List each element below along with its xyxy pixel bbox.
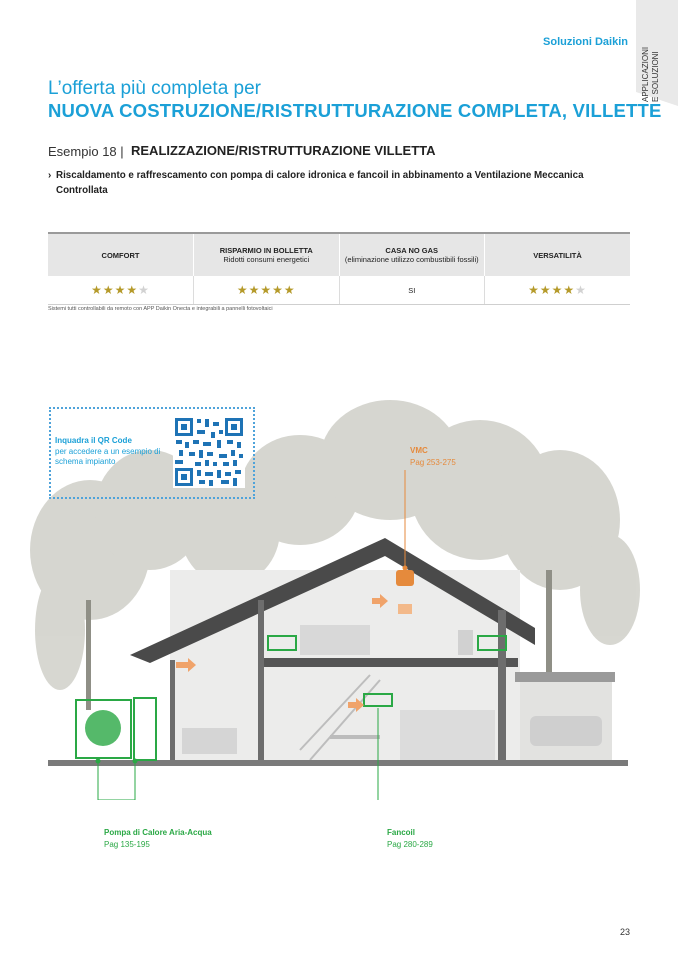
qr-description: per accedere a un esempio di schema impianto xyxy=(55,447,161,466)
criteria-title: CASA NO GAS xyxy=(385,246,439,255)
star-filled-icon: ★ xyxy=(528,283,540,297)
criteria-rating-row xyxy=(48,276,630,305)
star-filled-icon: ★ xyxy=(114,283,127,297)
star-empty-icon: ★ xyxy=(138,283,150,297)
star-filled-icon: ★ xyxy=(248,283,261,297)
criteria-title: VERSATILITÀ xyxy=(533,250,582,260)
callout-vmc-page: Pag 253-275 xyxy=(410,458,456,467)
star-filled-icon: ★ xyxy=(102,283,115,297)
star-filled-icon: ★ xyxy=(539,283,552,297)
criteria-header-versatility xyxy=(485,233,631,276)
example-description xyxy=(48,168,628,198)
page-number: 23 xyxy=(619,927,630,937)
side-tab-line-2: E SOLUZIONI xyxy=(651,51,660,102)
example-title: REALIZZAZIONE/RISTRUTTURAZIONE VILLETTA xyxy=(131,143,436,158)
side-tab-line-1: APPLICAZIONI xyxy=(641,46,650,102)
criteria-subtitle: (eliminazione utilizzo combustibili fossili) xyxy=(344,255,479,264)
star-filled-icon: ★ xyxy=(283,283,296,297)
star-filled-icon: ★ xyxy=(260,283,273,297)
brand-header: Soluzioni Daikin xyxy=(543,36,628,48)
rating-versatility xyxy=(485,276,631,305)
star-filled-icon: ★ xyxy=(236,283,249,297)
criteria-header-comfort xyxy=(48,233,194,276)
qr-code-icon[interactable] xyxy=(173,416,245,488)
rating-text: SI xyxy=(408,285,416,295)
criteria-subtitle: Ridotti consumi energetici xyxy=(223,255,310,264)
callout-pump-title: Pompa di Calore Aria-Acqua xyxy=(104,828,212,837)
example-description-text: Riscaldamento e raffrescamento con pompa di calore idronica e fancoil in abbinamento a Ventilazione Meccanica Controllata xyxy=(56,170,584,196)
footnote: Sistemi tutti controllabili da remoto con APP Daikin Onecta e integrabili a pannelli fotovoltaici xyxy=(48,306,273,312)
callout-vmc-title: VMC xyxy=(410,446,428,455)
callout-fancoil-page: Pag 280-289 xyxy=(387,840,433,849)
qr-title: Inquadra il QR Code xyxy=(55,436,132,445)
criteria-title: RISPARMIO IN BOLLETTA xyxy=(219,246,313,255)
star-filled-icon: ★ xyxy=(272,283,284,297)
side-tab-label xyxy=(641,18,675,102)
bullet-marker: › xyxy=(48,170,52,181)
page-title-line-2: NUOVA COSTRUZIONE/RISTRUTTURAZIONE COMPLETA, VILLETTE xyxy=(48,100,662,121)
callout-pump-page: Pag 135-195 xyxy=(104,840,150,849)
star-rating xyxy=(528,283,587,297)
rating-comfort xyxy=(48,276,194,305)
rating-savings xyxy=(194,276,340,305)
criteria-header-savings xyxy=(194,233,340,276)
star-rating xyxy=(91,283,150,297)
criteria-header-row xyxy=(48,233,630,276)
star-filled-icon: ★ xyxy=(91,283,103,297)
criteria-table xyxy=(48,232,630,305)
star-filled-icon: ★ xyxy=(563,283,576,297)
page-title-line-1: L’offerta più completa per xyxy=(48,78,262,99)
example-number: Esempio 18 | xyxy=(48,144,124,159)
rating-nogas xyxy=(339,276,485,305)
star-filled-icon: ★ xyxy=(126,283,139,297)
star-empty-icon: ★ xyxy=(575,283,587,297)
callout-fancoil-title: Fancoil xyxy=(387,828,416,837)
star-rating xyxy=(237,283,296,297)
star-filled-icon: ★ xyxy=(551,283,564,297)
criteria-header-nogas xyxy=(339,233,485,276)
criteria-title: COMFORT xyxy=(101,250,140,260)
